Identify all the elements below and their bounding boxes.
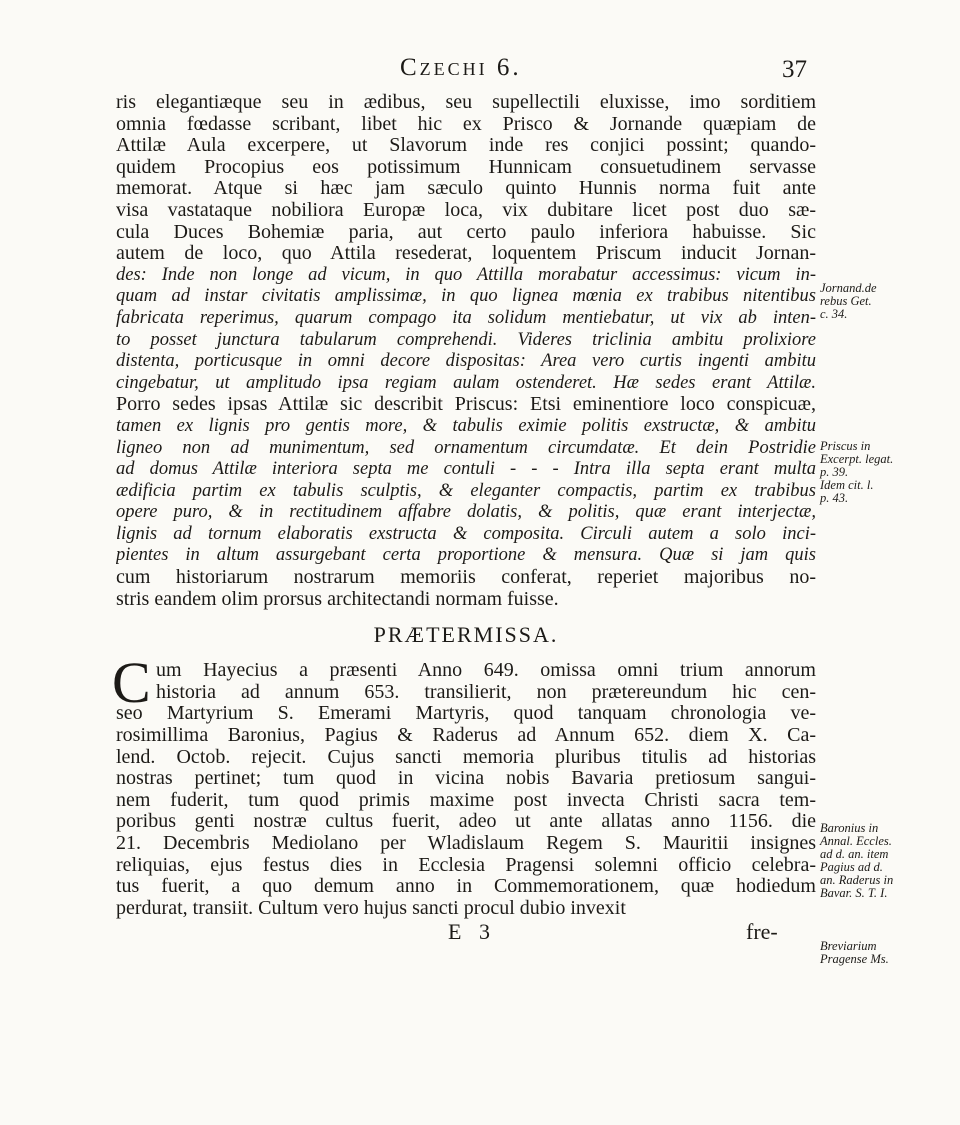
note-line: Annal. Eccles.: [820, 834, 892, 848]
note-line: Pragense Ms.: [820, 952, 889, 966]
text-line: nostras pertinet; tum quod in vicina nobis Bavaria pretiosum sangui-: [116, 768, 816, 790]
text-line: seo Martyrium S. Emerami Martyris, quod tanquam chronologia ve-: [116, 703, 816, 725]
marginal-note-baronius: [820, 822, 950, 900]
signature-mark: E 3: [448, 919, 496, 945]
text-line: quidem Procopius eos potissimum Hunnicam consuetudinem servasse: [116, 156, 816, 178]
note-line: p. 43.: [820, 491, 849, 505]
note-line: Bavar. S. T. I.: [820, 886, 888, 900]
text-line: ædificia partim ex tabulis sculptis, & eleganter compactis, partim ex trabibus: [116, 480, 816, 501]
text-line: lend. Octob. rejecit. Cujus sancti memoria pluribus titulis ad historias: [116, 746, 816, 768]
text-line: rosimillima Baronius, Pagius & Raderus ad Annum 652. diem X. Ca-: [116, 725, 816, 747]
catchword: fre-: [746, 919, 778, 945]
section-attila-court: [116, 92, 816, 610]
marginal-note-breviarium: [820, 940, 950, 966]
marginal-note-priscus: [820, 440, 950, 505]
running-head: Czechi 6.: [400, 54, 522, 81]
text-line: cingebatur, ut amplitudo ipsa regiam aulam ostenderet. Hæ sedes erant Attilæ.: [116, 372, 816, 393]
page-number: 37: [782, 56, 807, 83]
text-line: tamen ex lignis pro gentis more, & tabulis eximie politis exstructæ, & ambitu: [116, 415, 816, 436]
note-line: Idem cit. l.: [820, 478, 874, 492]
text-line: pientes in altum assurgebant certa proportione & mensura. Quæ si jam quis: [116, 545, 816, 566]
paragraph-body: [116, 703, 816, 919]
text-line: lignis ad tornum elaboratis exstructa & composita. Circuli autem a solo inci-: [116, 523, 816, 544]
note-line: c. 34.: [820, 307, 848, 321]
note-line: Pagius ad d.: [820, 860, 883, 874]
text-line: visa vastataque nobiliora Europæ loca, vix dubitare licet post duo sæ-: [116, 199, 816, 221]
note-line: Jornand.de: [820, 281, 877, 295]
marginal-note-jornandes: [820, 282, 950, 321]
note-line: Breviarium: [820, 939, 877, 953]
note-line: ad d. an. item: [820, 847, 889, 861]
note-line: p. 39.: [820, 465, 849, 479]
text-line: Attilæ Aula excerpere, ut Slavorum inde res conjici possint; quando-: [116, 135, 816, 157]
text-line: fabricata reperimus, quarum compago ita solidum mentiebatur, ut vix ab inten-: [116, 307, 816, 328]
text-line: distenta, porticusque in omni decore dispositas: Area vero curtis ingenti ambitu: [116, 351, 816, 372]
text-line: reliquias, ejus festus dies in Ecclesia Pragensi solemni officio celebra-: [116, 854, 816, 876]
text-line: memorat. Atque si hæc jam sæculo quinto Hunnis norma fuit ante: [116, 178, 816, 200]
text-line: nem fuderit, tum quod primis maxime post invecta Christi sacra tem-: [116, 789, 816, 811]
text-line: Porro sedes ipsas Attilæ sic describit Priscus: Etsi eminentiore loco conspicuæ,: [116, 394, 816, 416]
text-line: ris elegantiæque seu in ædibus, seu supellectili eluxisse, imo sorditiem: [116, 92, 816, 113]
text-line: opere puro, & in rectitudinem affabre dolatis, & politis, quæ erant interjectæ,: [116, 502, 816, 523]
text-line: ad domus Attilæ interiora septa me contuli - - - Intra illa septa erant multa: [116, 459, 816, 480]
text-line: autem de loco, quo Attila resederat, loquentem Priscum inducit Jornan-: [116, 243, 816, 265]
text-line: poribus genti nostræ cultus fuerit, adeo ut ante allatas anno 1156. die: [116, 811, 816, 833]
main-text-column: [112, 92, 816, 945]
note-line: Excerpt. legat.: [820, 452, 894, 466]
text-line: to posset junctura tabularum comprehendi. Videres triclinia ambitu prolixiore: [116, 329, 816, 350]
text-line: tus fuerit, a quo demum anno in Commemorationem, quæ hodiedum: [116, 876, 816, 898]
text-line: omnia fœdasse scribant, libet hic ex Prisco & Jornande quæpiam de: [116, 113, 816, 135]
text-line: stris eandem olim prorsus architectandi normam fuisse.: [116, 588, 559, 610]
text-line: um Hayecius a præsenti Anno 649. omissa omni trium annorum: [156, 660, 816, 682]
page-header: [0, 52, 960, 88]
text-line: 21. Decembris Mediolano per Wladislaum Regem S. Mauritii insignes: [116, 833, 816, 854]
section-praetermissa: [112, 650, 816, 919]
note-line: rebus Get.: [820, 294, 872, 308]
text-line: perdurat, transiit. Cultum vero hujus sancti procul dubio invexit: [116, 897, 626, 919]
note-line: Baronius in: [820, 821, 879, 835]
text-line: des: Inde non longe ad vicum, in quo Attilla morabatur accessimus: vicum in-: [116, 264, 816, 285]
text-line: ligneo non ad munimentum, sed ornamentum circumdatæ. Et dein Postridie: [116, 437, 816, 458]
section-heading: PRÆTERMISSA.: [373, 622, 559, 648]
text-line: quam ad instar civitatis amplissimæ, in quo lignea mœnia ex trabibus nitentibus: [116, 286, 816, 307]
text-line: cula Duces Bohemiæ paria, aut certo paulo inferiora habuisse. Sic: [116, 221, 816, 243]
text-line: historia ad annum 653. transilierit, non prætereundum hic cen-: [156, 681, 816, 703]
drop-cap: C: [112, 650, 151, 716]
note-line: Priscus in: [820, 439, 871, 453]
text-line: cum historiarum nostrarum memoriis conferat, reperiet majoribus no-: [116, 567, 816, 589]
note-line: an. Raderus in: [820, 873, 894, 887]
page-footer: [116, 919, 816, 945]
